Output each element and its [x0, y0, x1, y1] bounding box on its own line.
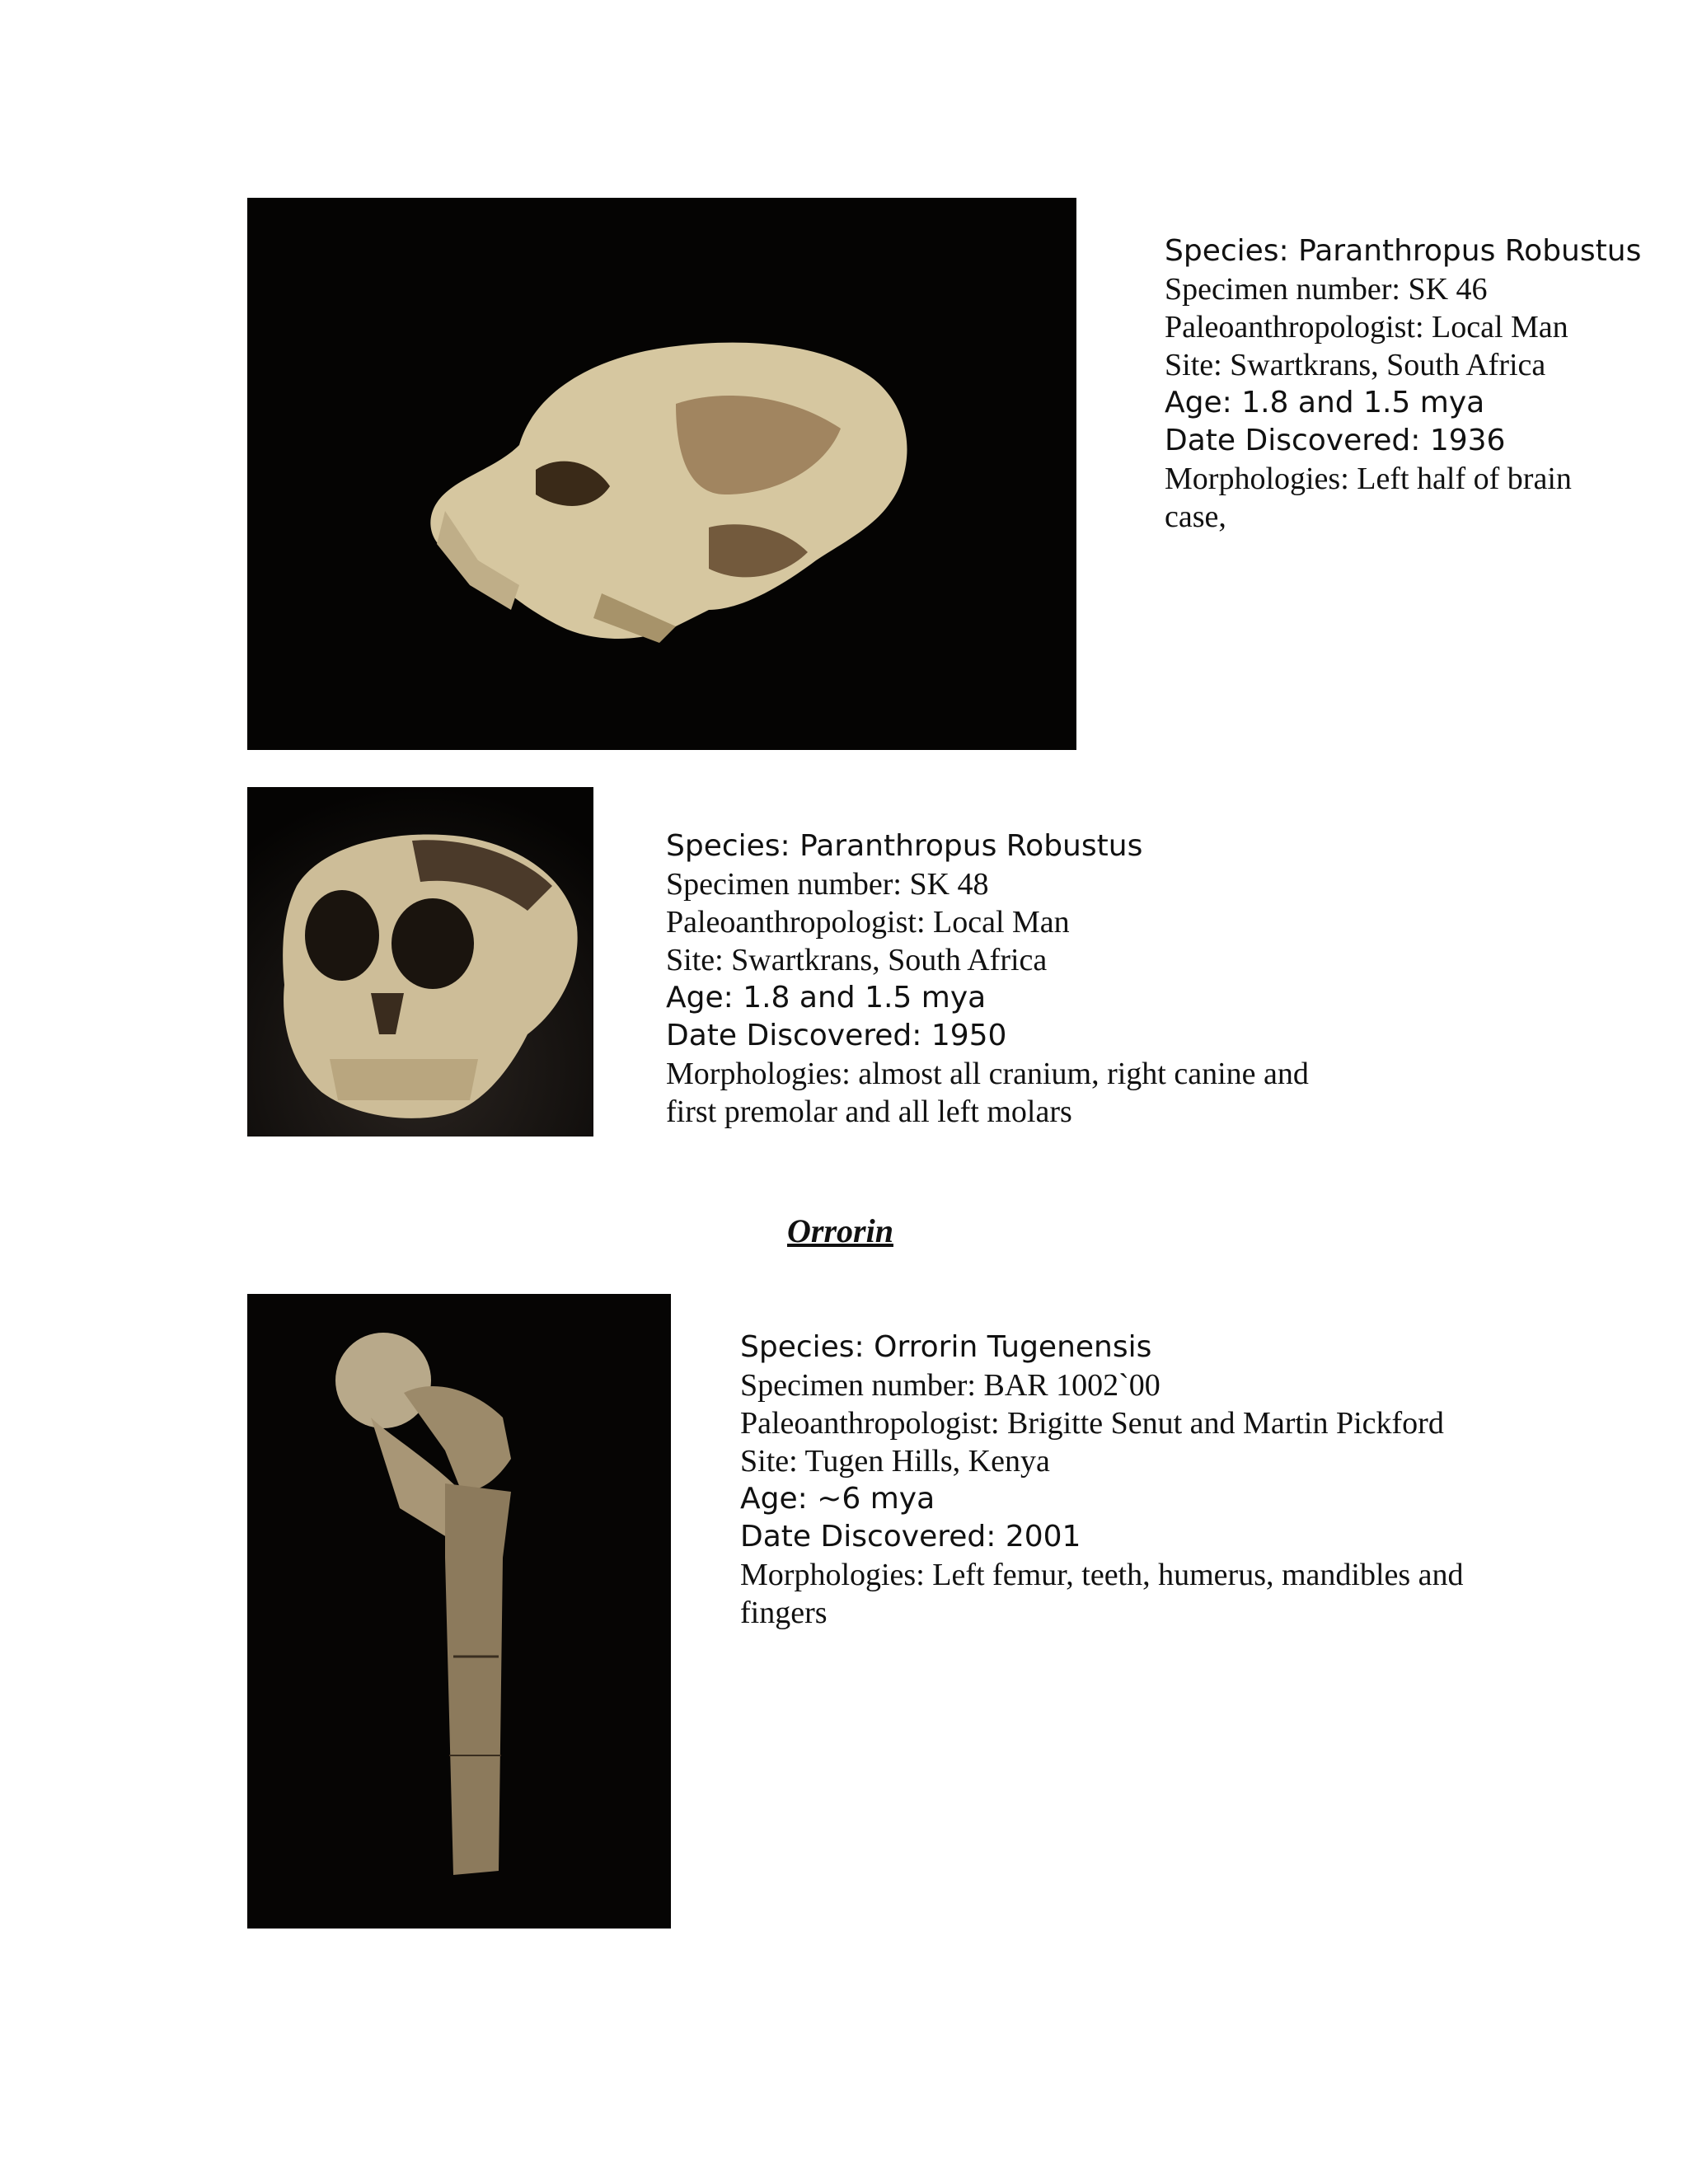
- paleoanthropologist-label: Paleoanthropologist: Local Man: [1165, 310, 1568, 344]
- date-discovered-label: Date Discovered: 2001: [740, 1520, 1081, 1554]
- morphologies-label: Morphologies: Left half of brain case,: [1165, 462, 1572, 534]
- age-label: Age: ~6 mya: [740, 1482, 935, 1516]
- date-discovered-label: Date Discovered: 1936: [1165, 424, 1506, 457]
- age-label: Age: 1.8 and 1.5 mya: [666, 981, 987, 1015]
- specimen-orrorin-info: [740, 1329, 1515, 1632]
- morphologies-label: Morphologies: Left femur, teeth, humerus, mandibles and fingers: [740, 1558, 1464, 1630]
- date-discovered-label: Date Discovered: 1950: [666, 1019, 1007, 1052]
- morphologies-label: Morphologies: almost all cranium, right canine and first premolar and all left molars: [666, 1057, 1309, 1129]
- site-label: Site: Tugen Hills, Kenya: [740, 1444, 1050, 1479]
- species-label: Species: Orrorin Tugenensis: [740, 1330, 1152, 1364]
- specimen-sk46-info: [1165, 232, 1642, 536]
- species-label: Species: Paranthropus Robustus: [666, 829, 1143, 863]
- age-label: Age: 1.8 and 1.5 mya: [1165, 386, 1485, 419]
- paleoanthropologist-label: Paleoanthropologist: Local Man: [666, 905, 1070, 940]
- species-label: Species: Paranthropus Robustus: [1165, 234, 1642, 268]
- specimen-number-label: Specimen number: SK 46: [1165, 272, 1488, 307]
- skull-sk46-photo: [247, 198, 1076, 750]
- section-heading-orrorin: Orrorin: [787, 1212, 893, 1249]
- specimen-number-label: Specimen number: BAR 1002`00: [740, 1368, 1160, 1403]
- paleoanthropologist-label: Paleoanthropologist: Brigitte Senut and Martin Pickford: [740, 1406, 1444, 1441]
- site-label: Site: Swartkrans, South Africa: [666, 943, 1048, 977]
- specimen-number-label: Specimen number: SK 48: [666, 867, 989, 902]
- specimen-sk48-info: [666, 827, 1358, 1131]
- skull-sk48-photo: [247, 787, 593, 1137]
- femur-bar1002-photo: [247, 1294, 671, 1929]
- site-label: Site: Swartkrans, South Africa: [1165, 348, 1546, 382]
